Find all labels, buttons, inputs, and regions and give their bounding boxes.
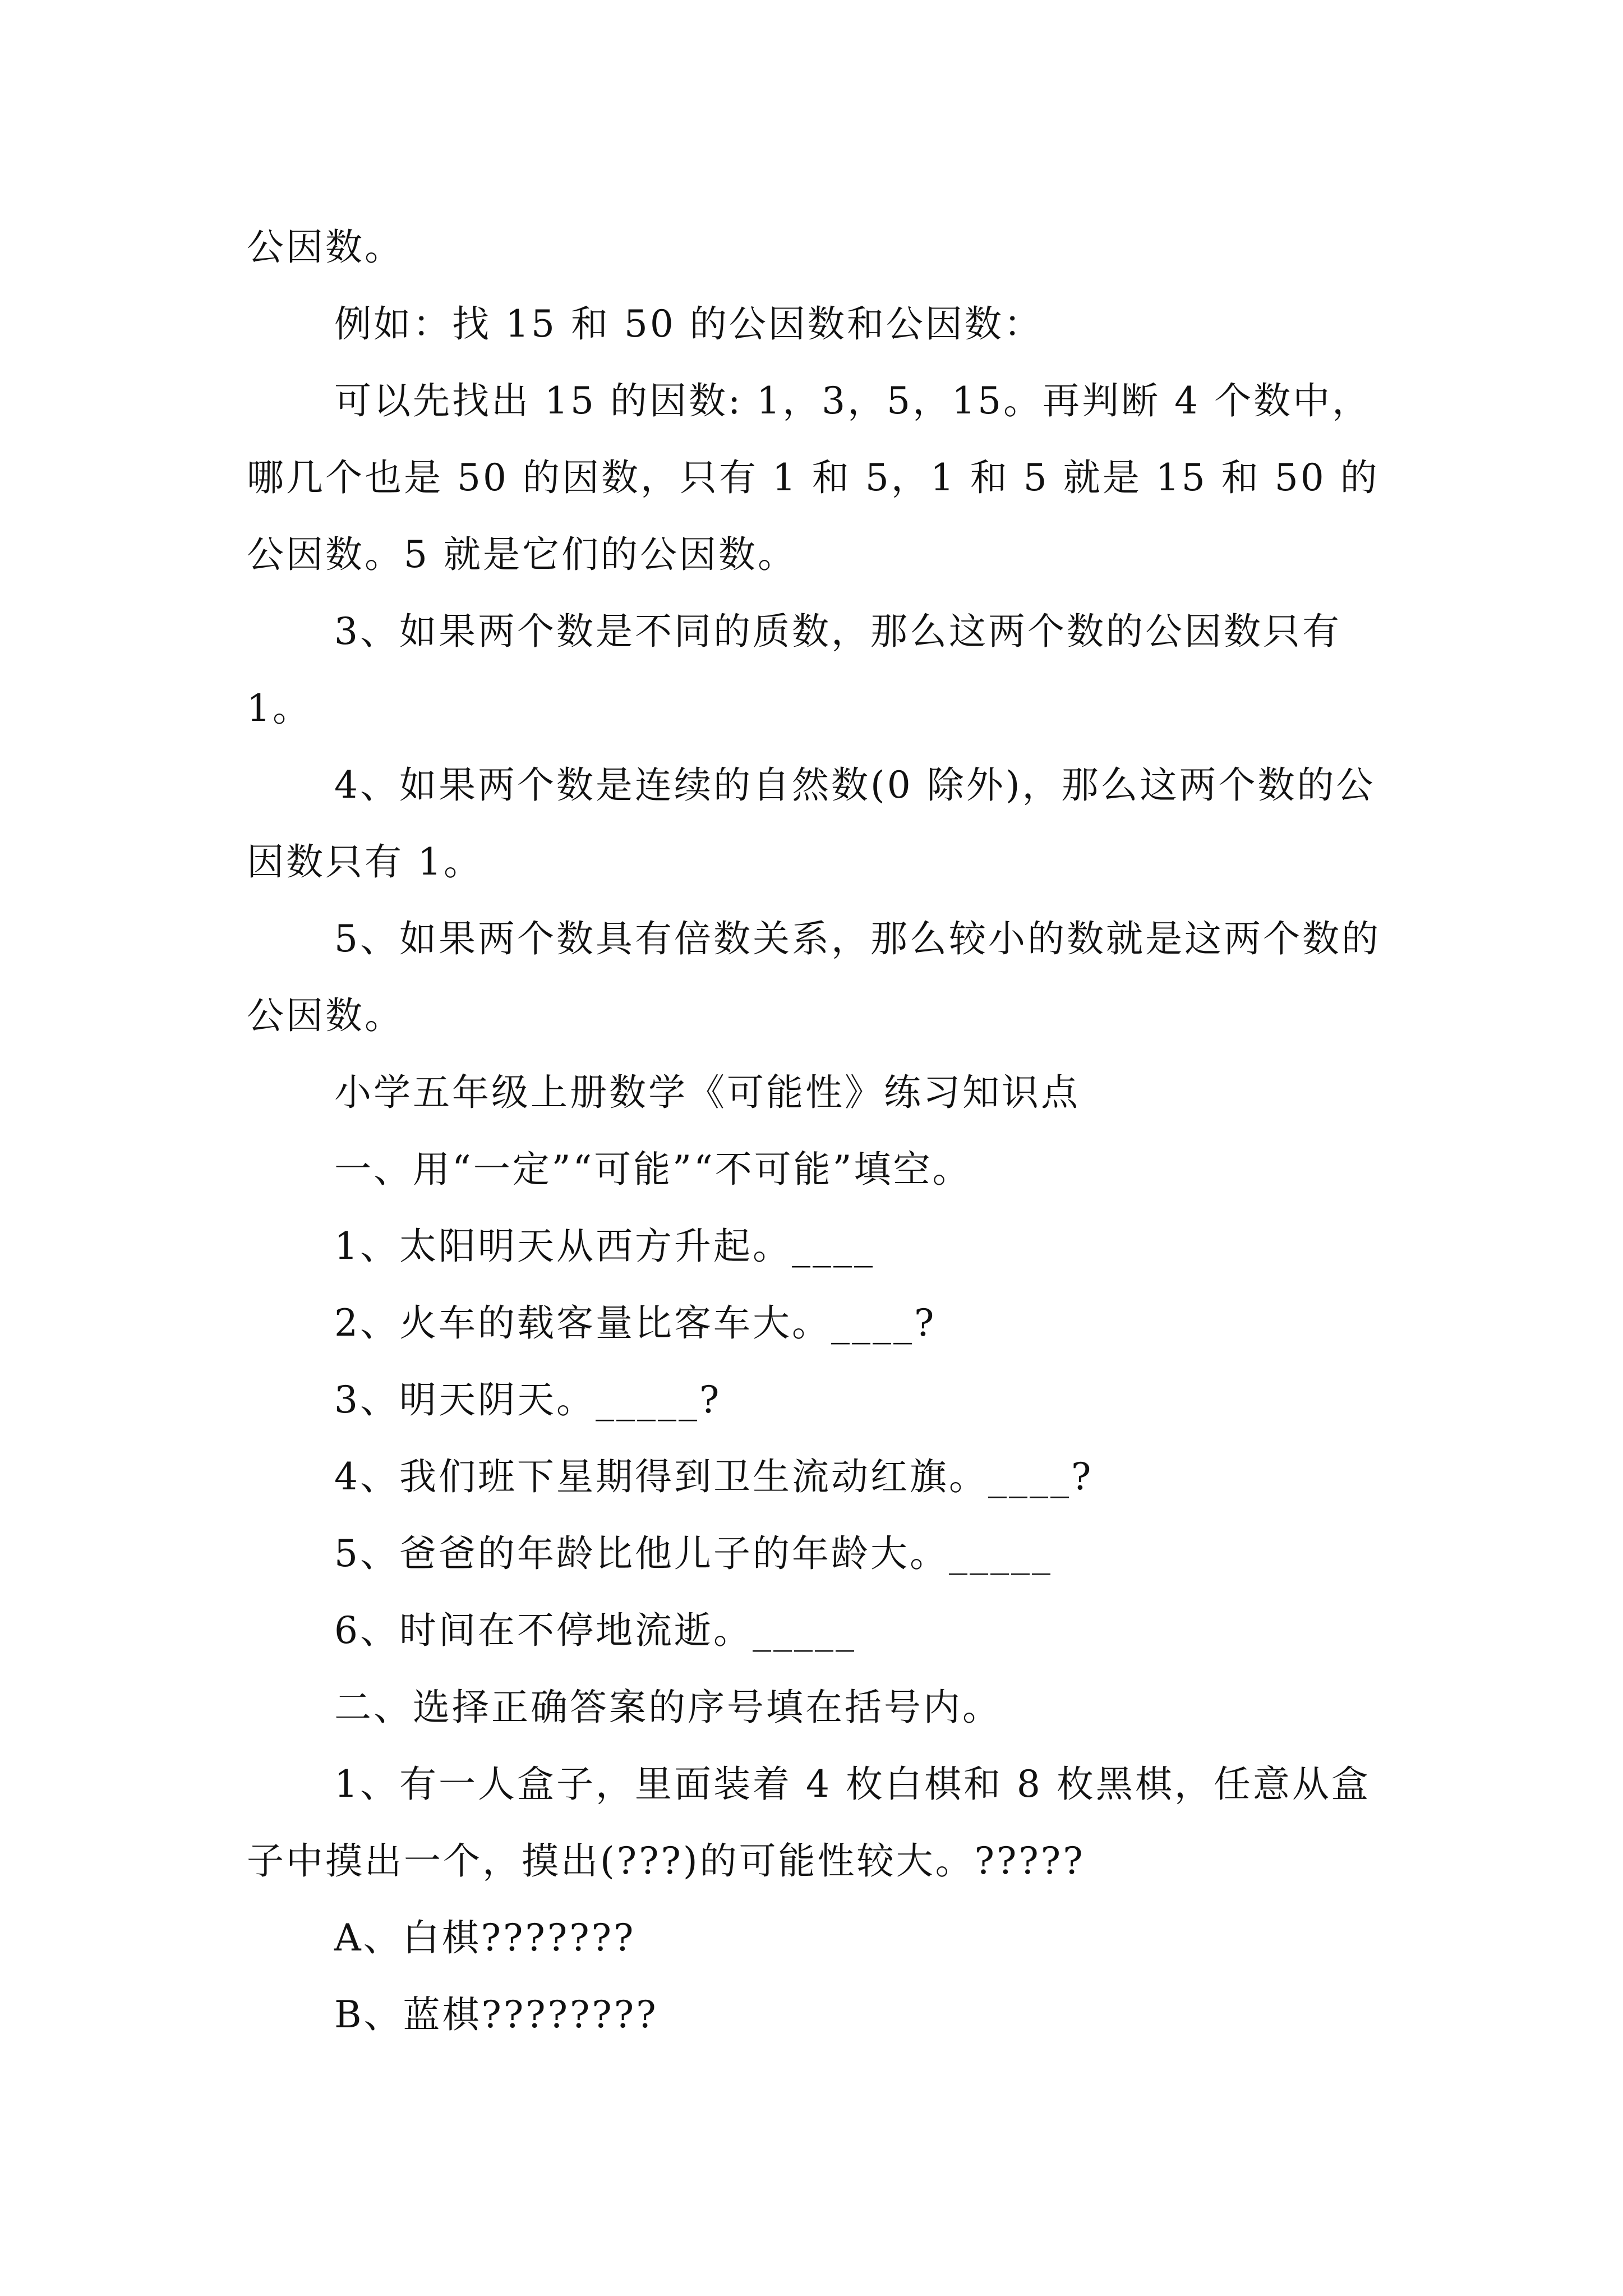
- fill-item-1: 1、太阳明天从西方升起。____: [334, 1225, 875, 1268]
- choice-option-a: A、白棋???????: [334, 1916, 636, 1959]
- paragraph-3: 3、如果两个数是不同的质数，那么这两个数的公因数只有 1。: [247, 610, 1341, 730]
- document-body: [247, 209, 1385, 2053]
- choice-option-b: B、蓝棋????????: [334, 1993, 658, 2036]
- section-title: 小学五年级上册数学《可能性》练习知识点: [334, 1071, 1080, 1114]
- paragraph-4: 4、如果两个数是连续的自然数(0 除外)，那么这两个数的公因数只有 1。: [247, 763, 1376, 884]
- fill-item-5: 5、爸爸的年龄比他儿子的年龄大。_____: [334, 1532, 1053, 1575]
- question-heading-1: 一、用“一定”“可能”“不可能”填空。: [334, 1148, 972, 1191]
- fill-item-3: 3、明天阴天。_____?: [334, 1378, 722, 1421]
- choice-question-1: 1、有一人盒子，里面装着 4 枚白棋和 8 枚黑棋，任意从盒子中摸出一个，摸出(???)的可能性较大。?????: [247, 1763, 1371, 1883]
- paragraph-0: 公因数。: [247, 226, 404, 269]
- fill-item-2: 2、火车的载客量比客车大。____?: [334, 1301, 937, 1345]
- fill-item-4: 4、我们班下星期得到卫生流动红旗。____?: [334, 1455, 1094, 1498]
- paragraph-2: 可以先找出 15 的因数: 1，3，5，15。再判断 4 个数中，哪几个也是 50 的因数，只有 1 和 5，1 和 5 就是 15 和 50 的公因数。5 就是它们的公因数。: [247, 379, 1380, 576]
- paragraph-5: 5、如果两个数具有倍数关系，那么较小的数就是这两个数的公因数。: [247, 917, 1381, 1037]
- fill-item-6: 6、时间在不停地流逝。_____: [334, 1609, 856, 1652]
- paragraph-1: 例如：找 15 和 50 的公因数和公因数：: [334, 302, 1043, 346]
- question-heading-2: 二、选择正确答案的序号填在括号内。: [334, 1686, 1002, 1729]
